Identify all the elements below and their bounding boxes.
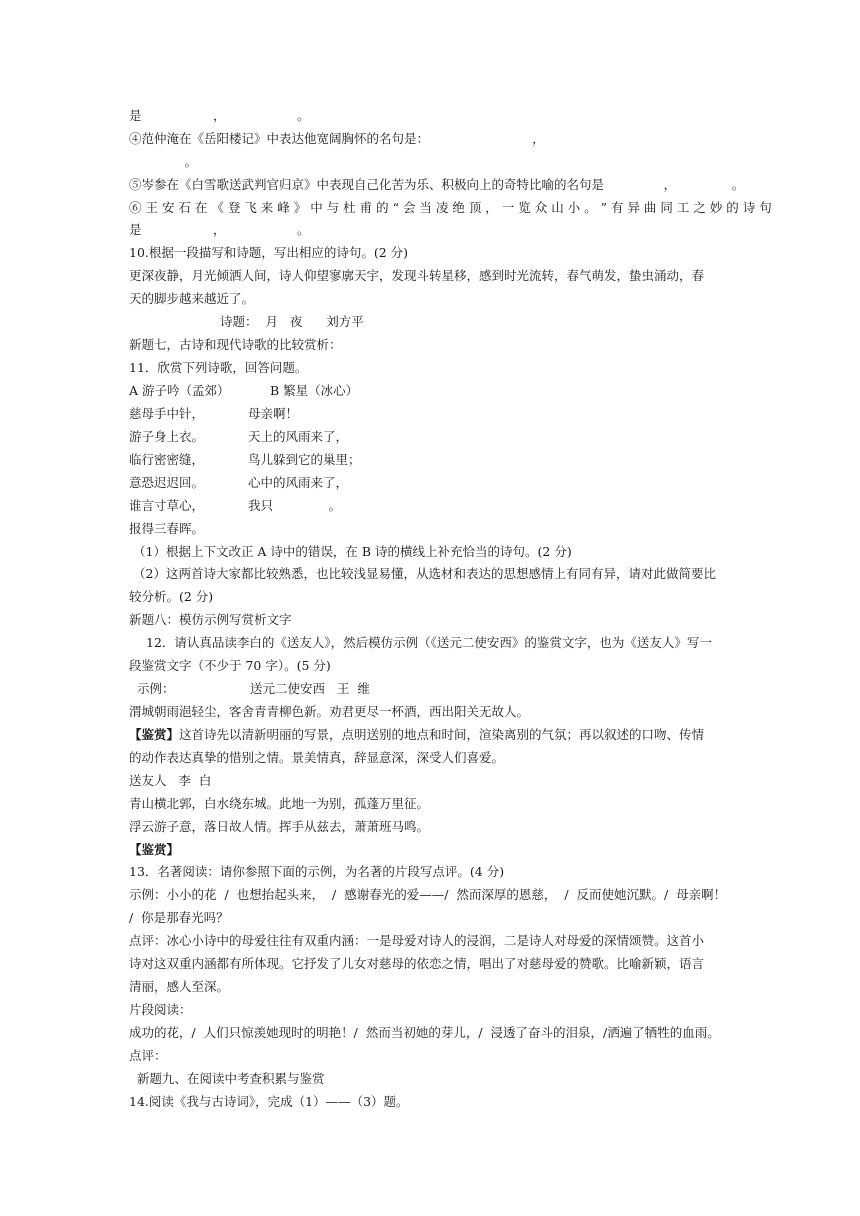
text-line: 段鉴赏文字（不少于 70 字）。(5 分) <box>129 658 331 673</box>
text-line: 点评： <box>129 1048 167 1063</box>
poem-a-line: 慈母手中针， <box>129 406 205 421</box>
text-line: 片段阅读： <box>129 1002 192 1017</box>
poem-line: 浮云游子意，落日故人情。挥手从兹去，萧萧班马鸣。 <box>129 819 430 834</box>
question-11: 11．欣赏下列诗歌，回答问题。 <box>129 360 308 375</box>
text-line: ⑤岑参在《白雪歌送武判官归京》中表现自己化苦为乐、积极向上的奇特比喻的名句是 ， 。 <box>129 177 745 192</box>
section-heading: 新题七，古诗和现代诗歌的比较赏析： <box>129 337 342 352</box>
text-line: 的动作表达真挚的惜别之情。景美情真，辞显意深，深受人们喜爱。 <box>129 750 505 765</box>
text-line: 清丽，感人至深。 <box>129 979 230 994</box>
poem-b-line: 心中的风雨来了， <box>248 475 349 490</box>
text-line: 更深夜静，月光倾洒人间，诗人仰望寥廓天宇，发现斗转星移，感到时光流转，春气萌发，蛰虫涌动，春 <box>129 268 705 283</box>
text-line: ⑥ 王 安 石 在 《 登 飞 来 峰 》 中 与 杜 甫 的 “ 会 当 凌 绝 顶 ， 一 览 众 山 小 。 ” 有 异 曲 同 工 之 妙 的 诗 句 <box>129 200 772 215</box>
poem-b-line: 鸟儿躲到它的巢里； <box>248 452 361 467</box>
poem-b-line: 我只 。 <box>248 498 342 513</box>
poem-b-title: B 繁星（冰心） <box>270 383 359 398</box>
question-12: 12．请认真品读李白的《送友人》，然后模仿示例（《送元二使安西》的鉴赏文字，也为《送友人》写一 <box>146 635 712 650</box>
text-line: 诗对这双重内涵都有所体现。它抒发了儿女对慈母的依恋之情，唱出了对慈母爱的赞歌。比喻新颖，语言 <box>129 956 705 971</box>
text-line: 成功的花，/ 人们只惊羡她现时的明艳！/ 然而当初她的芽儿，/ 浸透了奋斗的泪泉，/洒遍了牺牲的血雨。 <box>129 1025 720 1040</box>
poem-line: 青山横北郭，白水绕东城。此地一为别，孤蓬万里征。 <box>129 796 430 811</box>
appreciation-label: 【鉴赏】 <box>129 842 180 857</box>
poem-title: 送友人 李 白 <box>129 773 212 788</box>
example-poem-title: 送元二使安西 王 维 <box>250 681 370 696</box>
appreciation-text: 这首诗先以清新明丽的写景，点明送别的地点和时间，渲染离别的气氛；再以叙述的口吻、传情 <box>179 727 705 742</box>
appreciation-label: 【鉴赏】 <box>129 727 180 742</box>
text-line: 较分析。(2 分) <box>129 589 214 604</box>
poem-title: 诗题： 月 夜 刘方平 <box>220 314 364 329</box>
text-line: / 你是那春光吗？ <box>129 910 229 925</box>
text-line: 。 <box>129 154 198 169</box>
question-10: 10.根据一段描写和诗题，写出相应的诗句。(2 分) <box>129 245 409 260</box>
text-line: 是 ， 。 <box>129 222 310 237</box>
text-line: 示例：小小的花 / 也想抬起头来， / 感谢春光的爱——/ 然而深厚的恩慈， / 反而使她沉默。/ 母亲啊！ <box>129 887 727 902</box>
example-label: 示例： <box>137 681 175 696</box>
poem-a-title: A 游子吟（孟郊） <box>129 383 230 398</box>
poem-a-line: 谁言寸草心， <box>129 498 205 513</box>
sub-question: （1）根据上下文改正 A 诗中的错误，在 B 诗的横线上补充恰当的诗句。(2 分) <box>133 544 572 559</box>
section-heading: 新题八：模仿示例写赏析文字 <box>129 612 292 627</box>
appreciation-line <box>129 727 704 743</box>
poem-a-line: 游子身上衣。 <box>129 429 205 444</box>
poem-a-line: 报得三春晖。 <box>129 521 205 536</box>
text-line: ④范仲淹在《岳阳楼记》中表达他宽阔胸怀的名句是： ， <box>129 131 545 146</box>
question-13: 13．名著阅读：请你参照下面的示例，为名著的片段写点评。(4 分) <box>129 864 505 879</box>
poem-line: 渭城朝雨浥轻尘，客舍青青柳色新。劝君更尽一杯酒，西出阳关无故人。 <box>129 704 530 719</box>
poem-a-line: 意恐迟迟回。 <box>129 475 205 490</box>
text-line: 点评：冰心小诗中的母爱往往有双重内涵：一是母爱对诗人的浸润，二是诗人对母爱的深情颂赞。这首小 <box>129 933 705 948</box>
text-line: 是 ， 。 <box>129 108 310 123</box>
question-14: 14.阅读《我与古诗词》，完成（1）——（3）题。 <box>129 1094 409 1109</box>
text-line: 天的脚步越来越近了。 <box>129 291 255 306</box>
poem-b-line: 天上的风雨来了， <box>248 429 349 444</box>
sub-question: （2）这两首诗大家都比较熟悉，也比较浅显易懂，从选材和表达的思想感情上有同有异，请对此做简要比 <box>133 566 716 581</box>
section-heading: 新题九、在阅读中考查积累与鉴赏 <box>137 1071 325 1086</box>
poem-a-line: 临行密密缝， <box>129 452 205 467</box>
poem-b-line: 母亲啊！ <box>248 406 299 421</box>
